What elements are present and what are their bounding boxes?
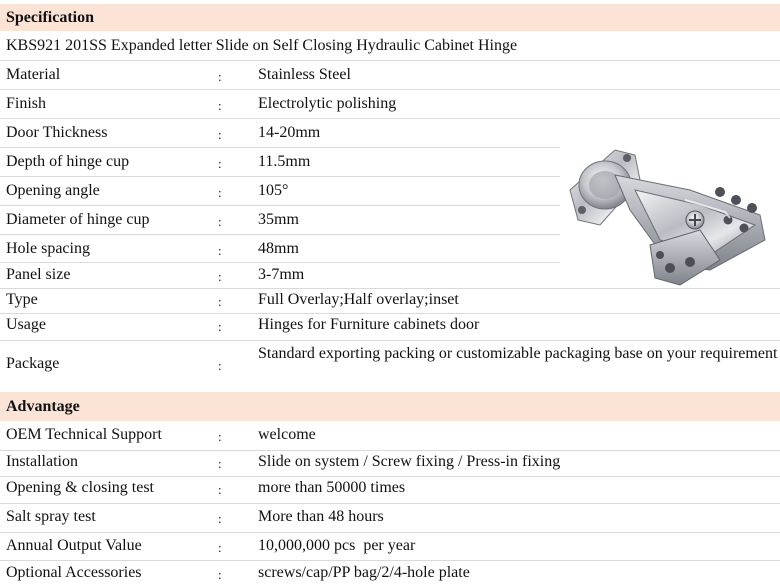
spec-label: Package <box>6 355 60 372</box>
advantage-heading: Advantage <box>6 397 80 415</box>
spec-colon: : <box>218 243 222 258</box>
spec-value: Standard exporting packing or customizable packaging base on your requirement <box>258 345 778 362</box>
adv-label: Annual Output Value <box>6 537 142 554</box>
adv-value: Slide on system / Screw fixing / Press-in fixing <box>258 453 561 470</box>
adv-label: Optional Accessories <box>6 564 142 581</box>
adv-row-oem <box>0 421 780 450</box>
spec-colon: : <box>218 185 222 200</box>
adv-label: Installation <box>6 453 78 470</box>
spec-value: Hinges for Furniture cabinets door <box>258 316 480 333</box>
spec-value: Electrolytic polishing <box>258 95 397 112</box>
hinge-product-image <box>560 120 775 290</box>
adv-row-salt-spray <box>0 503 780 532</box>
product-title: KBS921 201SS Expanded letter Slide on Self Closing Hydraulic Cabinet Hinge <box>6 37 518 54</box>
adv-value: more than 50000 times <box>258 479 406 496</box>
spec-label: Depth of hinge cup <box>6 153 130 170</box>
spec-colon: : <box>218 214 222 229</box>
spec-label: Hole spacing <box>6 240 90 257</box>
spec-value: 105° <box>258 182 289 199</box>
adv-value: screws/cap/PP bag/2/4-hole plate <box>258 564 470 581</box>
adv-label: Salt spray test <box>6 508 96 525</box>
specification-heading: Specification <box>6 8 94 26</box>
advantage-header <box>0 392 780 421</box>
adv-row-output <box>0 532 780 560</box>
adv-row-accessories <box>0 560 780 586</box>
adv-colon: : <box>218 482 222 497</box>
spec-row-usage <box>0 313 780 340</box>
spec-value: 48mm <box>258 240 299 257</box>
adv-value: welcome <box>258 426 316 443</box>
spec-colon: : <box>218 294 222 309</box>
spec-label: Material <box>6 66 61 83</box>
spec-row-type <box>0 288 780 313</box>
adv-value: 10,000,000 pcs per year <box>258 537 416 554</box>
adv-colon: : <box>218 567 222 582</box>
spec-label: Door Thickness <box>6 124 108 141</box>
spec-value: 35mm <box>258 211 299 228</box>
adv-label: Opening & closing test <box>6 479 154 496</box>
spec-row-package <box>0 340 780 391</box>
adv-colon: : <box>218 511 222 526</box>
spec-colon: : <box>218 127 222 142</box>
spec-value: 3-7mm <box>258 266 305 283</box>
spec-label: Opening angle <box>6 182 100 199</box>
spec-colon: : <box>218 156 222 171</box>
spec-label: Finish <box>6 95 47 112</box>
adv-colon: : <box>218 540 222 555</box>
adv-row-installation <box>0 450 780 476</box>
spec-label: Usage <box>6 316 46 333</box>
spec-colon: : <box>218 358 222 373</box>
spec-label: Type <box>6 291 38 308</box>
spec-value: Full Overlay;Half overlay;inset <box>258 291 459 308</box>
adv-row-cycle-test <box>0 476 780 503</box>
spec-colon: : <box>218 98 222 113</box>
spec-row-material <box>0 60 780 89</box>
adv-value: More than 48 hours <box>258 508 384 525</box>
spec-row-finish <box>0 89 780 118</box>
spec-colon: : <box>218 319 222 334</box>
adv-label: OEM Technical Support <box>6 426 162 443</box>
adv-colon: : <box>218 456 222 471</box>
spec-label: Diameter of hinge cup <box>6 211 150 228</box>
adv-colon: : <box>218 429 222 444</box>
product-title-row <box>0 31 780 60</box>
spec-value: 11.5mm <box>258 153 311 170</box>
spec-colon: : <box>218 69 222 84</box>
spec-colon: : <box>218 269 222 284</box>
spec-label: Panel size <box>6 266 71 283</box>
specification-header <box>0 4 780 31</box>
spec-value: 14-20mm <box>258 124 321 141</box>
spec-value: Stainless Steel <box>258 66 351 83</box>
